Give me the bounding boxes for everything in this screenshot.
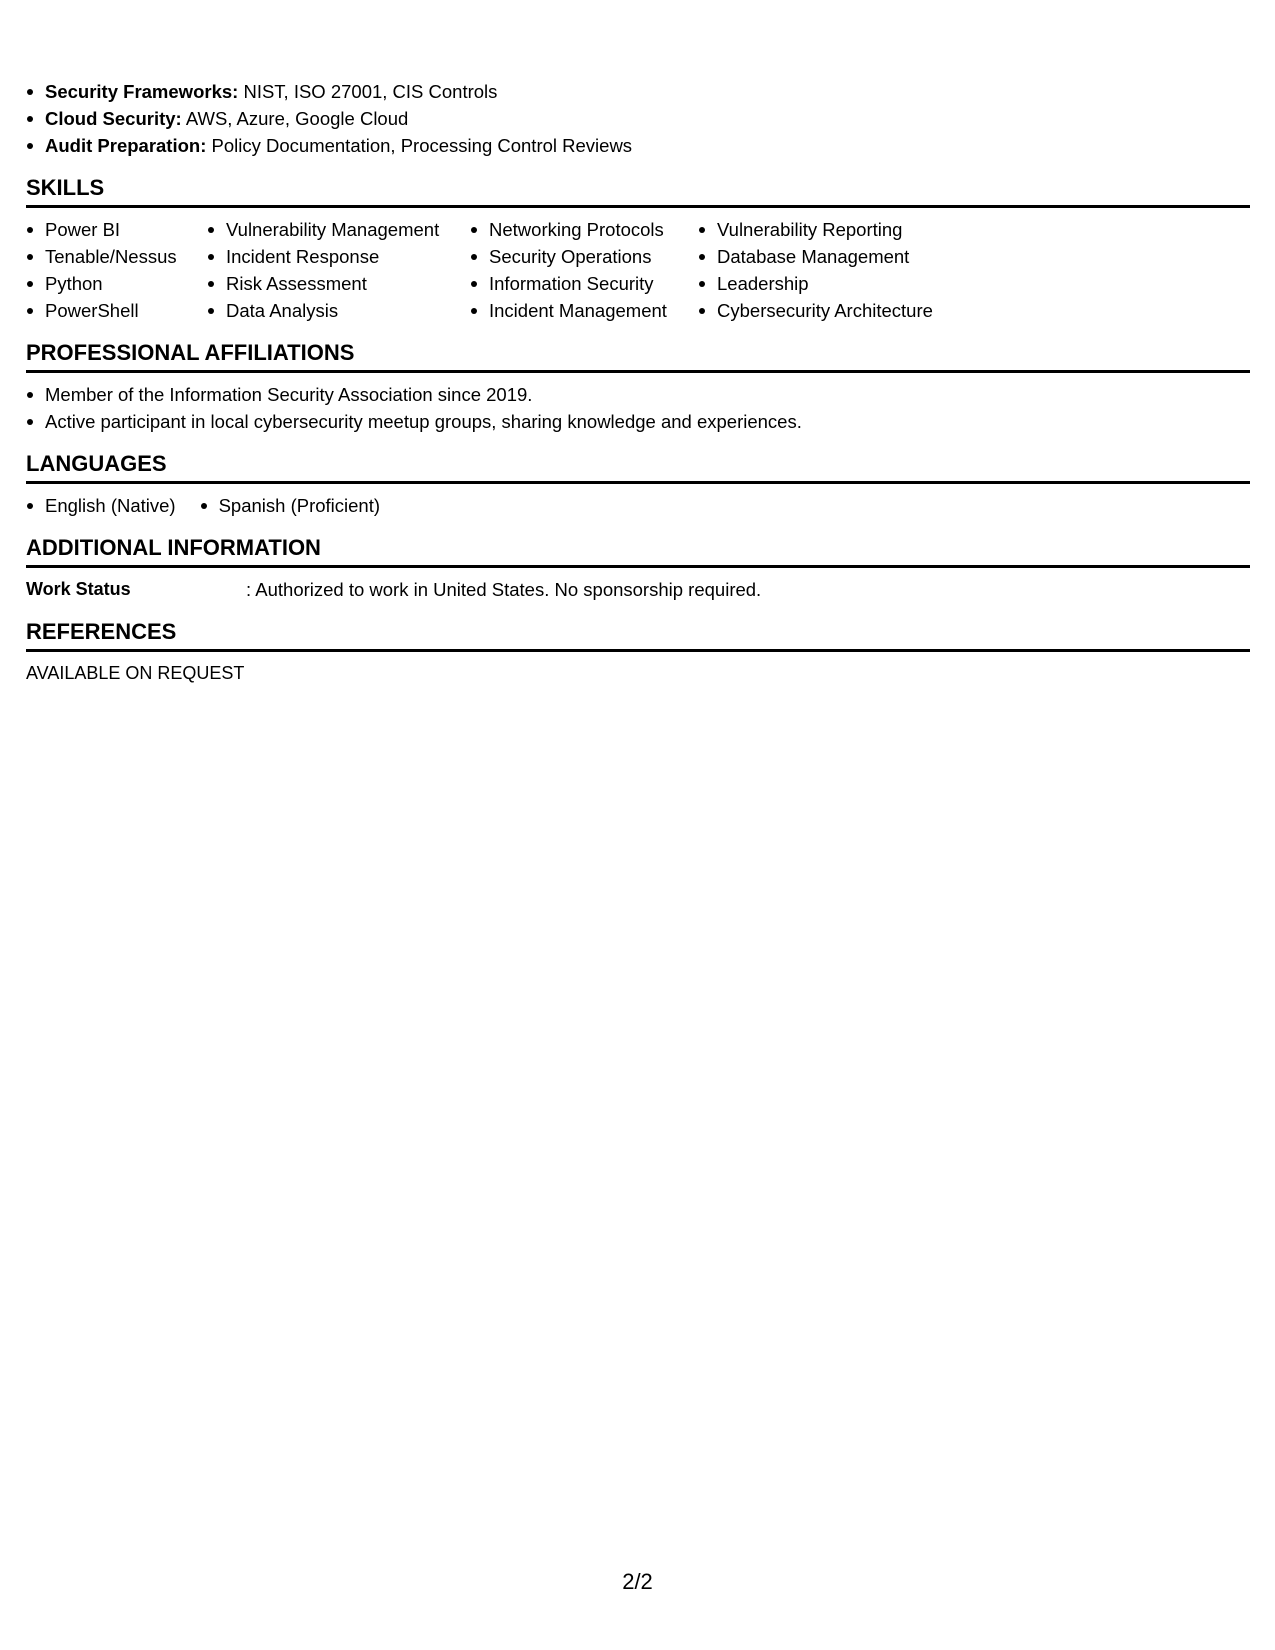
- item-label: Audit Preparation:: [45, 135, 207, 156]
- work-status-value: : Authorized to work in United States. No sponsorship required.: [246, 579, 762, 600]
- affiliation-item: Member of the Information Security Association since 2019.: [26, 381, 1250, 408]
- list-item: [26, 105, 1250, 132]
- skill-item: Security Operations: [470, 243, 698, 270]
- item-value: AWS, Azure, Google Cloud: [181, 108, 409, 129]
- skill-item: Python: [26, 270, 207, 297]
- resume-page: [26, 78, 1250, 687]
- languages-list: [26, 492, 1250, 519]
- work-status-row: [26, 576, 1250, 603]
- item-value: Policy Documentation, Processing Control Reviews: [206, 135, 633, 156]
- skills-column: [207, 216, 470, 324]
- skills-column: [26, 216, 207, 324]
- skills-heading: SKILLS: [26, 159, 1250, 208]
- references-section: [26, 652, 1250, 687]
- list-item: [26, 132, 1250, 159]
- skill-item: PowerShell: [26, 297, 207, 324]
- skill-item: Networking Protocols: [470, 216, 698, 243]
- skills-column: [470, 216, 698, 324]
- expertise-list: [26, 78, 1250, 159]
- skill-item: Information Security: [470, 270, 698, 297]
- affiliations-heading: PROFESSIONAL AFFILIATIONS: [26, 324, 1250, 373]
- skill-item: Power BI: [26, 216, 207, 243]
- skill-item: Vulnerability Reporting: [698, 216, 958, 243]
- skill-item: Leadership: [698, 270, 958, 297]
- skill-item: Risk Assessment: [207, 270, 470, 297]
- skill-item: Vulnerability Management: [207, 216, 470, 243]
- affiliation-item: Active participant in local cybersecurity meetup groups, sharing knowledge and experiences.: [26, 408, 1250, 435]
- skill-item: Incident Response: [207, 243, 470, 270]
- language-item: Spanish (Proficient): [200, 492, 380, 519]
- skills-column: [698, 216, 958, 324]
- references-heading: REFERENCES: [26, 603, 1250, 652]
- languages-section: [26, 484, 1250, 519]
- affiliations-section: [26, 373, 1250, 435]
- skills-grid: [26, 216, 1250, 324]
- skill-item: Incident Management: [470, 297, 698, 324]
- list-item: [26, 78, 1250, 105]
- skills-section: [26, 208, 1250, 324]
- language-item: English (Native): [26, 492, 176, 519]
- skill-item: Database Management: [698, 243, 958, 270]
- additional-info-heading: ADDITIONAL INFORMATION: [26, 519, 1250, 568]
- item-label: Security Frameworks:: [45, 81, 239, 102]
- additional-info-section: [26, 568, 1250, 603]
- languages-heading: LANGUAGES: [26, 435, 1250, 484]
- references-text: AVAILABLE ON REQUEST: [26, 663, 245, 683]
- item-label: Cloud Security:: [45, 108, 182, 129]
- work-status-label: Work Status: [26, 579, 131, 599]
- skill-item: Data Analysis: [207, 297, 470, 324]
- item-value: NIST, ISO 27001, CIS Controls: [238, 81, 498, 102]
- affiliations-list: [26, 381, 1250, 435]
- skill-item: Cybersecurity Architecture: [698, 297, 958, 324]
- page-number: 2/2: [622, 1569, 653, 1594]
- skill-item: Tenable/Nessus: [26, 243, 207, 270]
